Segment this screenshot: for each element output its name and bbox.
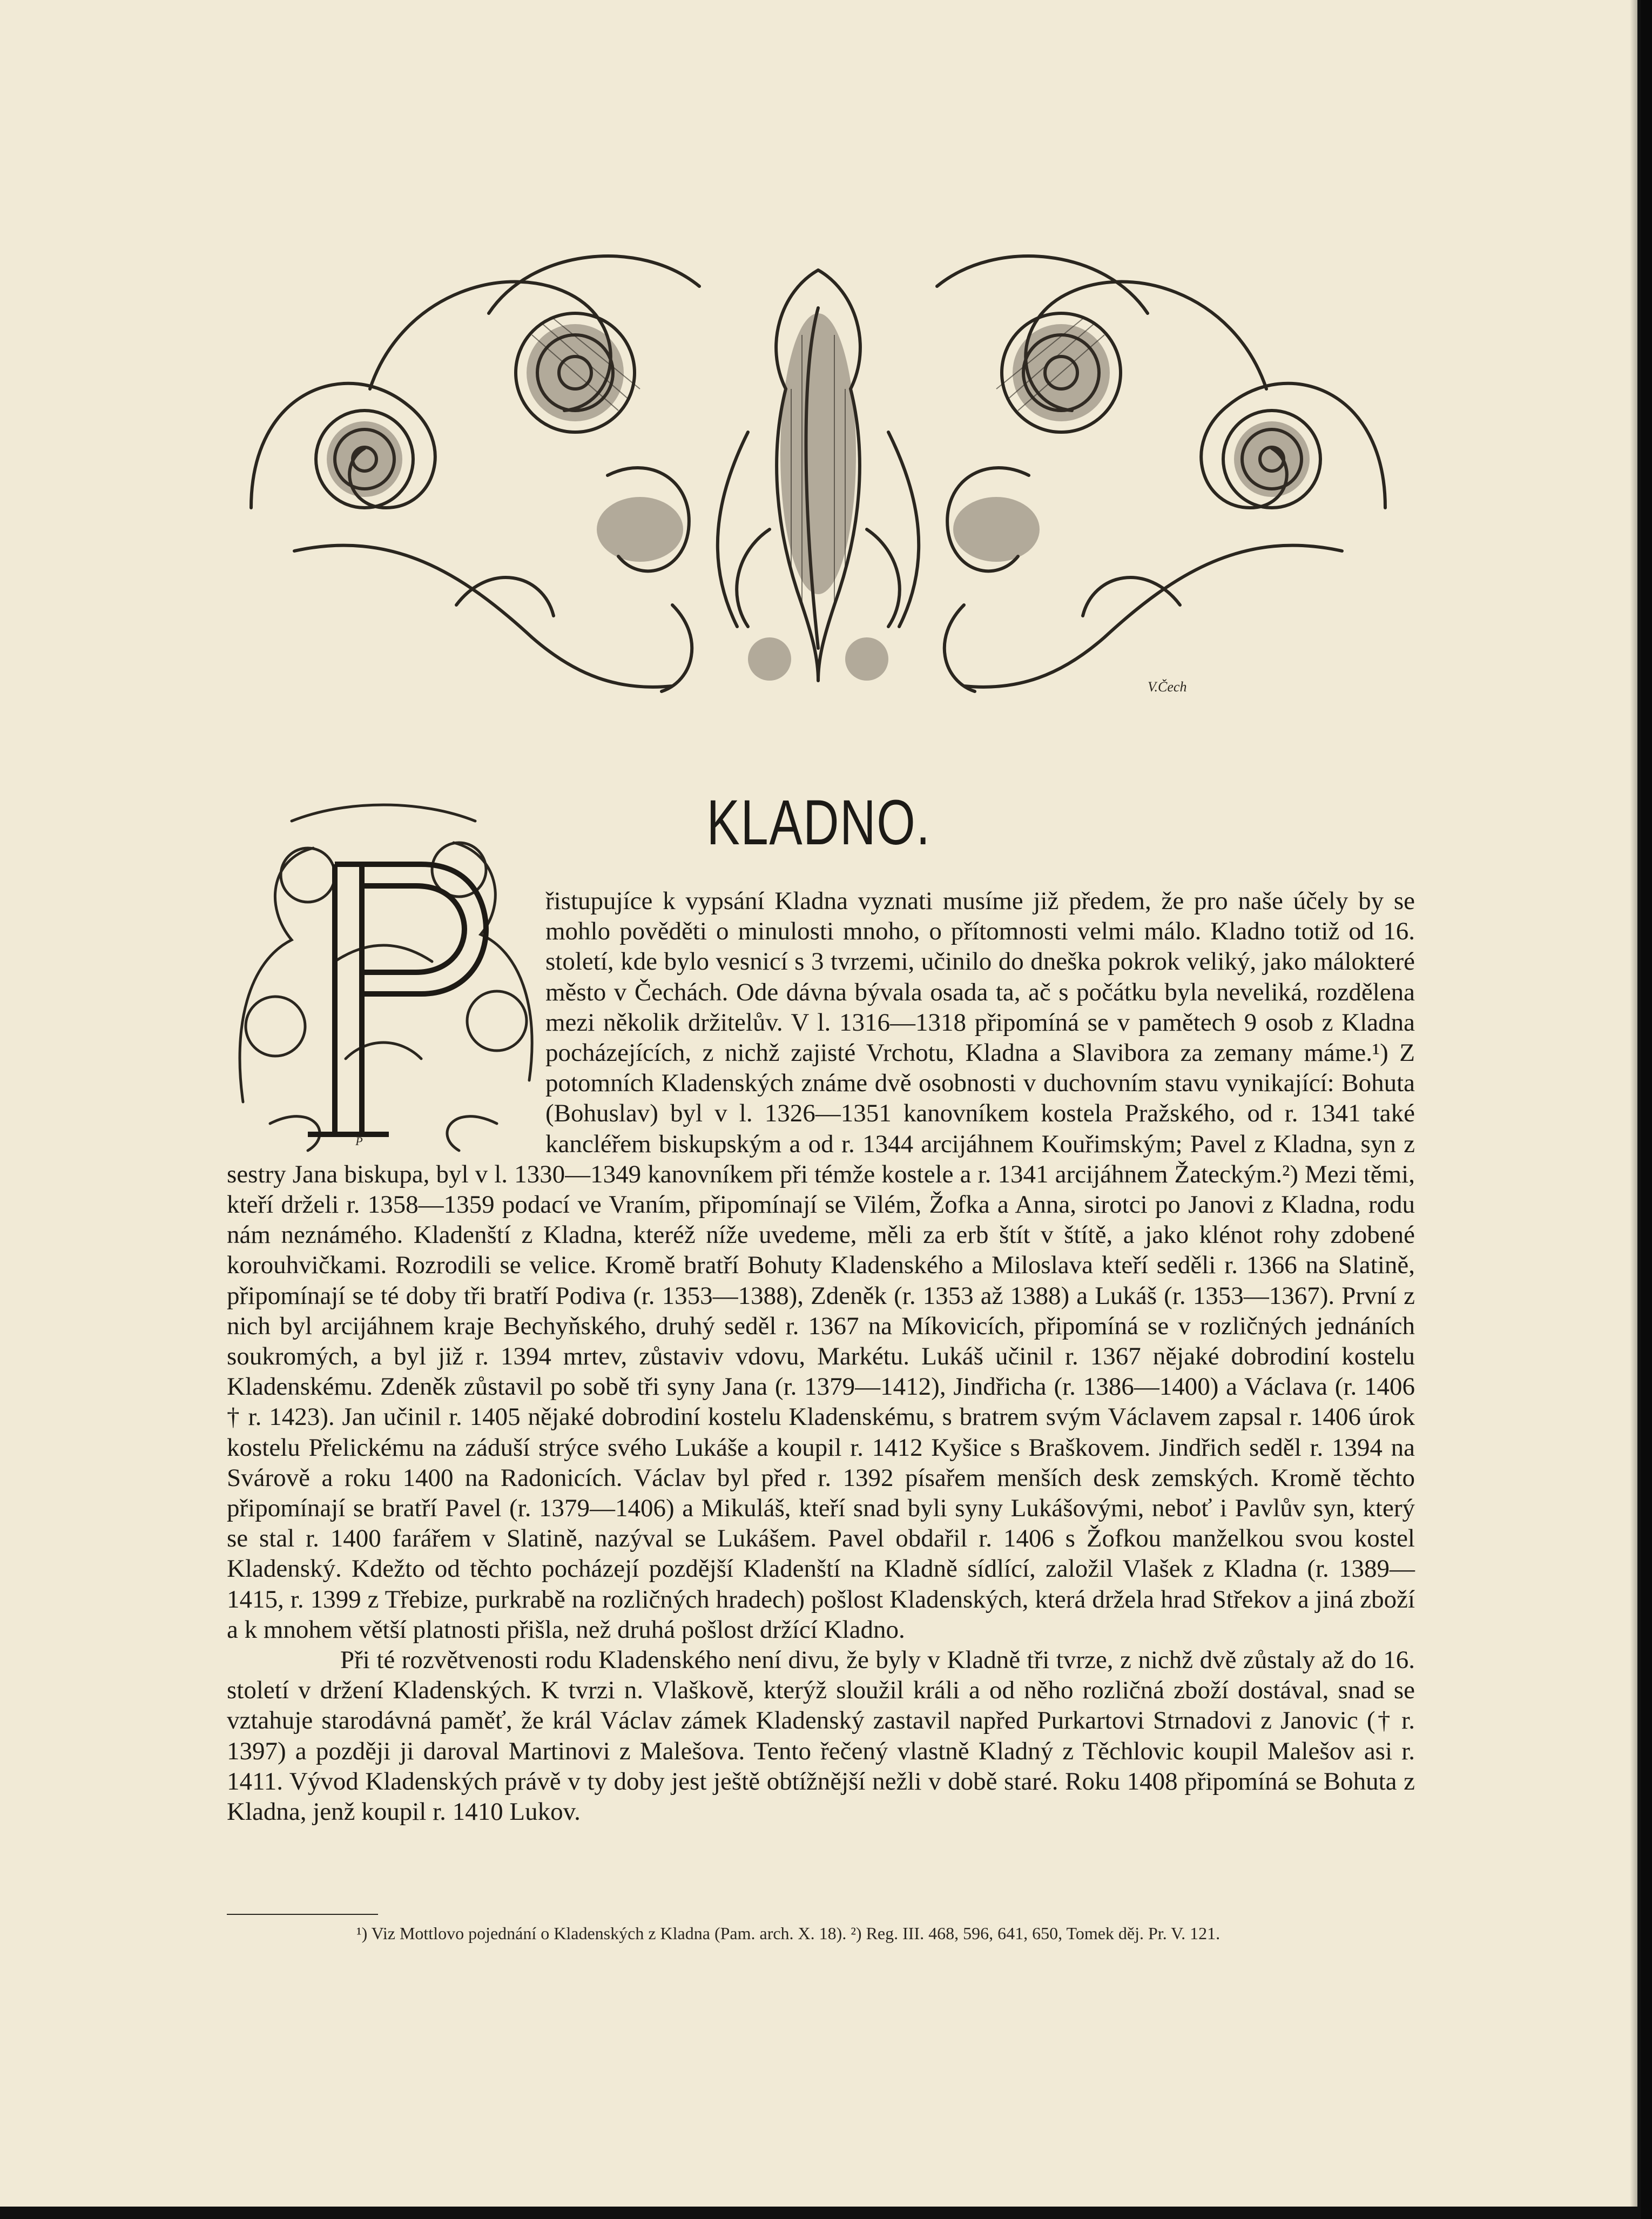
initial-letter-space: [227, 886, 540, 1159]
page-edge-shadow: [1630, 0, 1637, 2207]
article-body: [227, 886, 1415, 1827]
initial-letter-glyph: P: [355, 1134, 363, 1148]
paragraph-2: Při té rozvětvenosti rodu Kladenského není divu, že byly v Kladně tři tvrze, z nichž dvě zůstaly až do 16. století v držení Kladenských. K tvrzi n. Vlaškově, kterýž sloužil králi a od něho rozličná zboží dostával, snad se vztahuje starodávná paměť, že král Václav zámek Kladenský zastavil napřed Purkartovi Strnadovi z Janovic († r. 1397) a později ji daroval Martinovi z Malešova. Tento řečený vlastně Kladný z Těchlovic koupil Malešov asi r. 1411. Vývod Kladenských právě v ty doby jest ještě obtížnější nežli v době staré. Roku 1408 připomíná se Bohuta z Kladna, jenž koupil r. 1410 Lukov.: [227, 1646, 1415, 1826]
footnotes: ¹) Viz Mottlovo pojednání o Kladenských z Kladna (Pam. arch. X. 18). ²) Reg. III. 468, 596, 641, 650, Tomek děj. Pr. V. 121.: [356, 1924, 1221, 1943]
scan-border: [1641, 0, 1652, 2219]
floral-headpiece-ornament: [230, 227, 1407, 724]
ornament-signature: V.Čech: [1148, 679, 1187, 695]
page-title: KLADNO.: [706, 787, 931, 858]
paragraph-1: řistupujíce k vypsání Kladna vyznati musíme již předem, že pro naše účely by se mohlo pověděti o minulosti mnoho, o přítomnosti velmi málo. Kladno totiž od 16. století, kde bylo vesnicí s 3 tvrzemi, učinilo do dneška pokrok veliký, jako málokteré město v Čechách. Ode dávna bývala osada ta, ač s počátku byla neveliká, rozdělena mezi několik držitelův. V l. 1316—1318 připomíná se v pamětech 9 osob z Kladna pocházejících, z nichž zajisté Vrchotu, Kladna a Slavibora za zemany máme.¹) Z potomních Kladenských známe dvě osobnosti v duchovním stavu vynikající: Bohuta (Bohuslav) byl v l. 1326—1351 kanovníkem kostela Pražského, od r. 1341 také kancléřem biskupským a od r. 1344 arcijáhnem Kouřimským; Pavel z Kladna, syn z sestry Jana biskupa, byl v l. 1330—1349 kanovníkem při témže kostele a r. 1341 arcijáhnem Žateckým.²) Mezi těmi, kteří drželi r. 1358—1359 podací ve Vraním, připomínají se Vilém, Žofka a Anna, sirotci po Janovi z Kladna, rodu nám neznámého. Kladenští z Kladna, kteréž níže uvedeme, měli za erb štít v štítě, a jako klénot rohy zdobené korouhvičkami. Rozrodili se velice. Kromě bratří Bohuty Kladenského a Miloslava kteří seděli r. 1366 na Slatině, připomínají se té doby tři bratří Podiva (r. 1353—1388), Zdeněk (r. 1353 až 1388) a Lukáš (r. 1353—1367). První z nich byl arcijáhnem kraje Bechyňského, druhý seděl r. 1367 na Míkovicích, připomíná se v rozličných jednáních soukromých, a byl již r. 1394 mrtev, zůstaviv vdovu, Markétu. Lukáš učinil r. 1367 nějaké dobrodiní kostelu Kladenskému. Zdeněk zůstavil po sobě tři syny Jana (r. 1379—1412), Jindřicha (r. 1386—1400) a Václava (r. 1406 † r. 1423). Jan učinil r. 1405 nějaké dobrodiní kostelu Kladenskému, s bratrem svým Václavem zapsal r. 1406 úrok kostelu Přelickému na záduší strýce svého Lukáše a koupil r. 1412 Kyšice s Braškovem. Jindřich seděl r. 1394 na Svárově a roku 1400 na Radonicích. Václav byl před r. 1392 písařem menších desk zemských. Kromě těchto připomínají se bratří Pavel (r. 1379—1406) a Mikuláš, kteří snad byli syny Lukášovými, neboť i Pavlův syn, který se stal r. 1400 farářem v Slatině, nazýval se Lukášem. Pavel obdařil r. 1406 s Žofkou manželkou svou kostel Kladenský. Kdežto od těchto pocházejí pozdější Kladenští na Kladně sídlící, založil Vlašek z Kladna (r. 1389—1415, r. 1399 z Třebize, purkrabě na rozličných hradech) pošlost Kladenských, která držela hrad Střekov a jiná zboží a k mnohem větší platnosti přišla, než druhá pošlost držící Kladno.: [227, 887, 1415, 1644]
footnote-separator: [227, 1914, 378, 1915]
